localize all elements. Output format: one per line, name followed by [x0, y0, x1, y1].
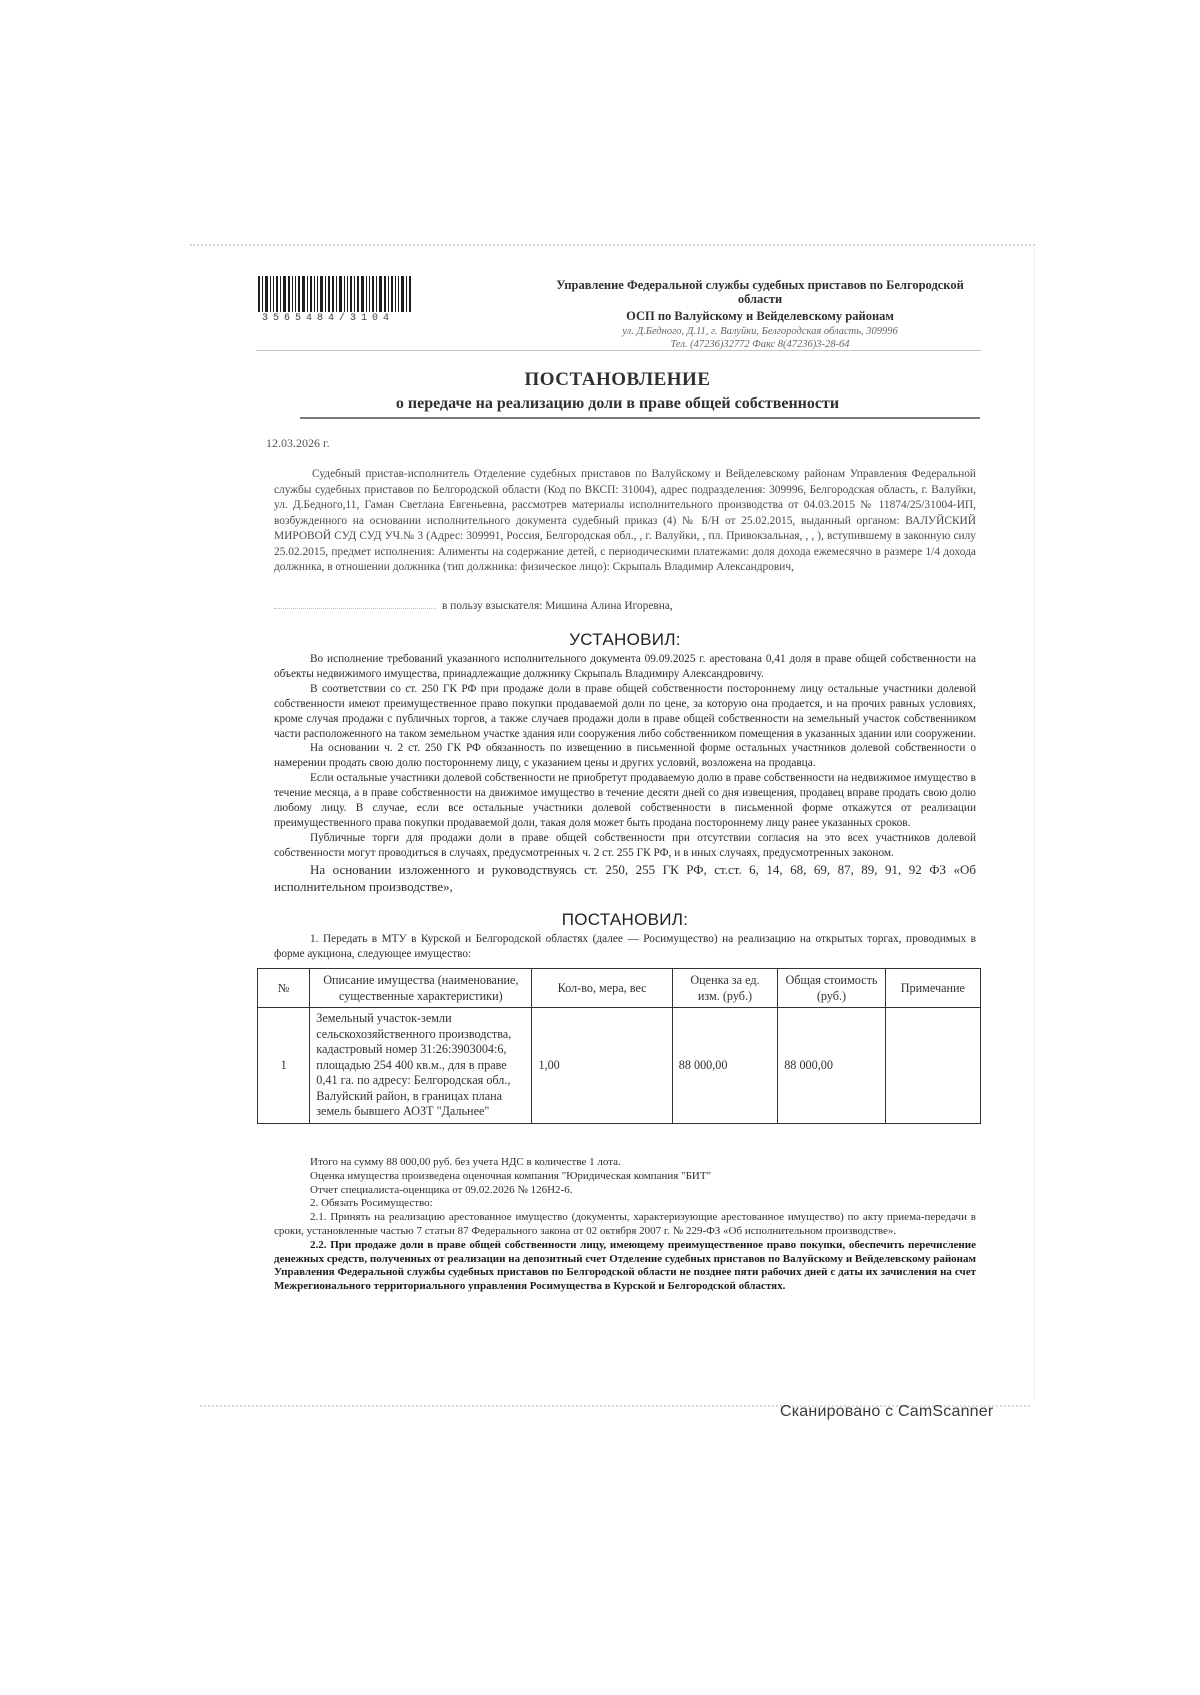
property-table: [257, 968, 981, 1124]
document-date: 12.03.2026 г.: [266, 436, 330, 450]
barcode-bar: [369, 276, 370, 312]
established-paragraph: Если остальные участники долевой собственности не приобретут продаваемую долю в праве собственности на недвижимое имущество в течение месяца, а в праве собственности на движимое имущество в течение десяти дней со дня извещения, продавец вправе продать свою долю любому лицу. В случае, если все остальные участники долевой собственности в письменной форме откажутся от реализации преимущественного права покупки продаваемой доли, такая доля может быть продана постороннему лицу ранее указанных сроков.: [274, 772, 976, 829]
barcode-bar: [273, 276, 274, 312]
clause-2-2: 2.2. При продаже доли в праве общей собственности лицу, имеющему преимущественное право покупки, обеспечить перечисление денежных средств, полученных от реализации на депозитный счет Отделение судебных приставов по Валуйскому и Вейделевскому районам Управления Федеральной службы судебных приставов по Белгородской области не позднее пяти рабочих дней с даты их зачисления на счет Межрегионального территориального управления Росимущества в Курской и Белгородской областях.: [274, 1238, 976, 1293]
col-estimate-header: Оценка за ед. изм. (руб.): [672, 969, 777, 1008]
barcode: [258, 275, 428, 312]
resolved-section: [274, 932, 976, 962]
barcode-bar: [339, 276, 342, 312]
agency-phone: Тел. (47236)32772 Факс 8(47236)3-28-64: [670, 339, 850, 350]
barcode-bar: [295, 276, 296, 312]
scanner-watermark: Сканировано с CamScanner: [780, 1403, 994, 1420]
barcode-bar: [307, 276, 308, 312]
barcode-bar: [357, 276, 359, 312]
scan-border-right: [1034, 250, 1035, 1400]
barcode-bar: [401, 276, 404, 312]
barcode-bar: [283, 276, 286, 312]
col-note-header: Примечание: [885, 969, 980, 1008]
appraisal-line: Оценка имущества произведена оценочная компания "Юридическая компания "БИТ": [310, 1169, 712, 1182]
clause-2-1: 2.1. Принять на реализацию арестованное имущество (документы, характеризующие арестованное имущество) по акту приема-передачи в сроки, установленные частью 7 статьи 87 Федерального закона от 02 октября 2007 г. № 229-ФЗ «Об исполнительном производстве».: [274, 1211, 976, 1237]
barcode-bar: [409, 276, 411, 312]
cell-description: Земельный участок-земли сельскохозяйственного производства, кадастровый номер 31:26:3903004:6, площадью 254 400 кв.м., для в праве 0,41 га. по адресу: Белгородская обл., Валуйский район, в границах плана земель бывшего АОЗТ "Дальнее": [310, 1008, 532, 1124]
established-paragraph: Во исполнение требований указанного исполнительного документа 09.09.2025 г. арестована 0,41 доля в праве общей собственности на объекты недвижимого имущества, принадлежащие должнику Скрыпаль Владимиру Александровичу.: [274, 653, 976, 680]
barcode-bar: [320, 276, 323, 312]
total-line: Итого на сумму 88 000,00 руб. без учета НДС в количестве 1 лота.: [310, 1156, 621, 1168]
report-line: Отчет специалиста-оценщика от 09.02.2026 № 126Н2-6.: [310, 1183, 573, 1196]
table-row: [258, 1008, 981, 1124]
document-subtitle: о передаче на реализацию доли в праве общей собственности: [395, 395, 840, 412]
barcode-bar: [310, 276, 312, 312]
agency-name: Управление Федеральной службы судебных приставов по Белгородской области: [556, 278, 964, 306]
barcode-bar: [262, 276, 263, 312]
established-paragraph: В соответствии со ст. 250 ГК РФ при продаже доли в праве общей собственности постороннему лицу остальные участники долевой собственности имеют преимущественное право покупки продаваемой доли по цене, за которую она продается, и на прочих равных условиях, кроме случая продажи с публичных торгов, а также случаев продажи доли в праве общей собственности на земельный участок собственником части расположенного на таком земельном участке здания или сооружения либо собственником помещения в указанных здании или сооружении.: [274, 682, 976, 740]
scan-border-top: [190, 244, 1035, 246]
barcode-bar: [361, 276, 364, 312]
cell-quantity: 1,00: [532, 1008, 672, 1124]
intro-paragraph: Судебный пристав-исполнитель Отделение судебных приставов по Валуйскому и Вейделевскому районам Управления Федеральной службы судебных приставов по Белгородской области (Код по ВКСП: 31004), адрес подразделения: 309996, Белгородская область, г. Валуйки, ул. Д.Бедного,11, Гаман Светлана Евгеньевна, рассмотрев материалы исполнительного производства от 04.03.2015 № 11874/25/31004-ИП, возбужденного на основании исполнительного документа судебный приказ (4) № Б/Н от 25.02.2015, выданный органом: ВАЛУЙСКИЙ МИРОВОЙ СУД СУД УЧ.№ 3 (Адрес: 309991, Россия, Белгородская обл., , г. Валуйки, , пл. Привокзальная, , , ), вступившему в законную силу 25.02.2015, предмет исполнения: Алименты на содержание детей, с периодическими платежами: доля дохода ежемесячно в размере 1/4 дохода должника, в отношении должника (тип должника: физическое лицо): Скрыпаль Владимир Александрович,: [274, 468, 976, 573]
barcode-bar: [395, 276, 396, 312]
barcode-bar: [288, 276, 290, 312]
basis-paragraph: На основании изложенного и руководствуясь ст. 250, 255 ГК РФ, ст.ст. 6, 14, 68, 69, 87, 89, 91, 92 ФЗ «Об исполнительном производстве»,: [274, 861, 976, 894]
barcode-bar: [302, 276, 305, 312]
established-paragraph: Публичные торги для продажи доли в праве общей собственности при отсутствии согласия на это всех участников долевой собственности могут проводиться в случаях, предусмотренных ч. 2 ст. 255 ГК РФ, и в иных случаях, предусмотренных законом.: [274, 831, 976, 859]
established-paragraph: На основании ч. 2 ст. 250 ГК РФ обязанность по извещению в письменной форме остальных участников долевой собственности о намерении продать свою долю постороннему лицу, с указанием цены и других условий, возложена на продавца.: [274, 742, 976, 770]
barcode-number: 3565484/3104: [262, 313, 395, 324]
barcode-bar: [347, 276, 348, 312]
barcode-bar: [366, 276, 367, 312]
document-title: ПОСТАНОВЛЕНИЕ: [524, 369, 711, 390]
barcode-bar: [372, 276, 374, 312]
col-description-header: Описание имущества (наименование, существенные характеристики): [310, 969, 532, 1008]
barcode-bar: [280, 276, 281, 312]
agency-address: ул. Д.Бедного, Д.11, г. Валуйки, Белгородская область, 309996: [622, 326, 898, 337]
barcode-bar: [391, 276, 393, 312]
title-underline: [300, 417, 980, 419]
creditor-line: [274, 600, 976, 612]
heading-established: УСТАНОВИЛ:: [569, 630, 681, 649]
barcode-bar: [298, 276, 300, 312]
barcode-bar: [325, 276, 326, 312]
barcode-bar: [336, 276, 337, 312]
barcode-bar: [276, 276, 278, 312]
oblige-line: 2. Обязать Росимущество:: [310, 1197, 433, 1210]
barcode-bar: [398, 276, 399, 312]
established-section: [274, 652, 976, 895]
barcode-bar: [258, 276, 260, 312]
table-header-row: [258, 969, 981, 1008]
barcode-bar: [270, 276, 271, 312]
col-number-header: №: [258, 969, 310, 1008]
cell-number: 1: [258, 1008, 310, 1124]
barcode-bar: [384, 276, 386, 312]
cell-estimate: 88 000,00: [672, 1008, 777, 1124]
barcode-bar: [379, 276, 382, 312]
header-divider: [256, 350, 981, 351]
col-quantity-header: Кол-во, мера, вес: [532, 969, 672, 1008]
barcode-bar: [314, 276, 315, 312]
barcode-bar: [328, 276, 330, 312]
barcode-bar: [344, 276, 345, 312]
barcode-bar: [332, 276, 334, 312]
department-name: ОСП по Валуйскому и Вейделевскому районам: [626, 309, 894, 323]
barcode-bar: [350, 276, 352, 312]
resolved-item-1: 1. Передать в МТУ в Курской и Белгородской областях (далее — Росимущество) на реализацию на открытых торгах, проводимых в форме аукциона, следующее имущество:: [274, 933, 976, 960]
barcode-bar: [388, 276, 389, 312]
cell-note: [885, 1008, 980, 1124]
heading-resolved: ПОСТАНОВИЛ:: [561, 910, 689, 929]
agency-header: [540, 278, 980, 351]
barcode-bar: [265, 276, 268, 312]
closing-section: [274, 1156, 976, 1294]
redacted-blank: [274, 608, 436, 609]
barcode-bar: [354, 276, 355, 312]
barcode-bar: [406, 276, 407, 312]
creditor-text: в пользу взыскателя: Мишина Алина Игоревна,: [442, 600, 673, 612]
barcode-bar: [317, 276, 318, 312]
barcode-bar: [376, 276, 377, 312]
cell-total: 88 000,00: [778, 1008, 886, 1124]
barcode-bar: [292, 276, 293, 312]
col-total-header: Общая стоимость (руб.): [778, 969, 886, 1008]
